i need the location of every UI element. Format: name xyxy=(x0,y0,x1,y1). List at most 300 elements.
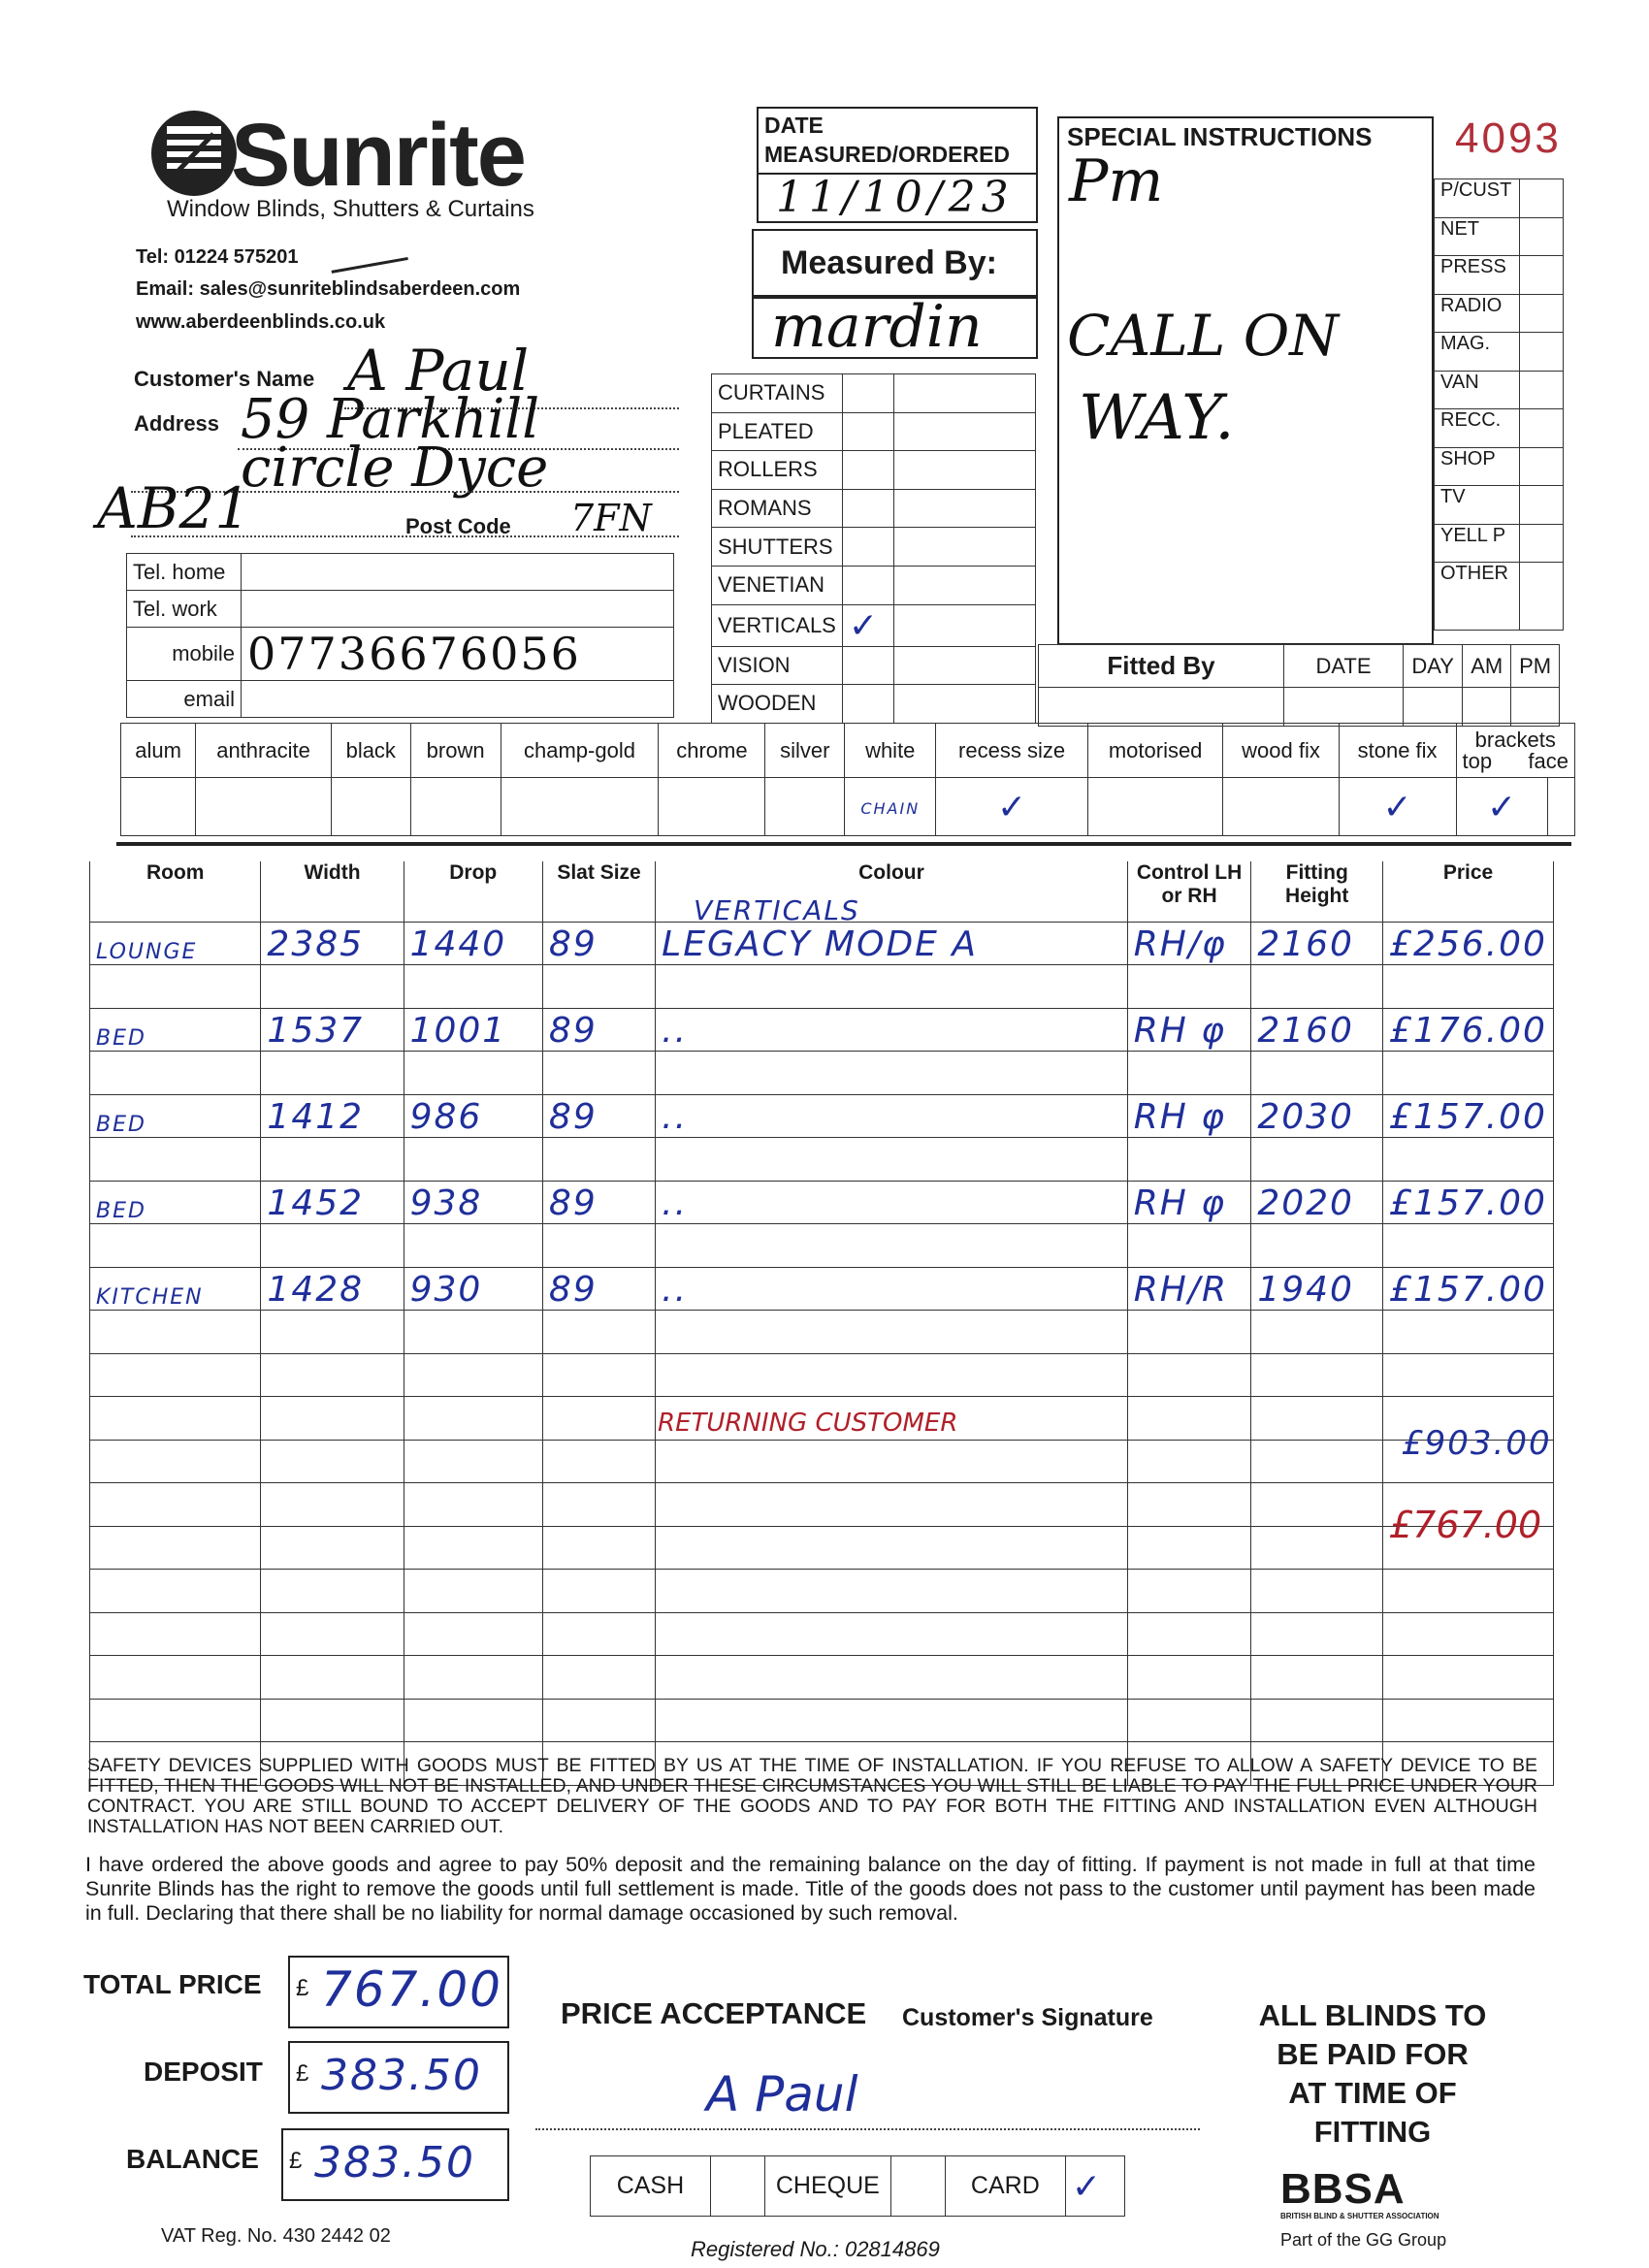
payment-notice xyxy=(1251,1996,1494,2152)
date-label-2: MEASURED/ORDERED xyxy=(764,142,1011,167)
brand-name: Sunrite xyxy=(231,106,525,205)
order-cell-slat[interactable]: 89 xyxy=(542,1008,655,1052)
source-row xyxy=(1435,333,1564,372)
postcode-prefix: AB21 xyxy=(97,475,251,541)
order-cell-colour[interactable] xyxy=(656,1699,1128,1742)
option-label: stone fix xyxy=(1339,724,1456,778)
balance-box xyxy=(281,2128,509,2201)
company-tel: Tel: 01224 575201 xyxy=(136,246,299,268)
payment-method-checkbox[interactable] xyxy=(710,2156,764,2217)
order-cell-height[interactable] xyxy=(1251,1656,1383,1700)
order-cell-price[interactable] xyxy=(1383,1052,1554,1095)
checkmark-icon: ✓ xyxy=(1071,2165,1102,2206)
order-cell-drop[interactable] xyxy=(404,1440,542,1483)
table-row xyxy=(90,1181,1554,1224)
contact-value[interactable] xyxy=(242,591,674,628)
order-cell-width[interactable]: 1428 xyxy=(261,1267,404,1311)
order-cell-height[interactable] xyxy=(1251,1138,1383,1182)
brackets-top-label: top xyxy=(1462,748,1493,773)
order-cell-height[interactable] xyxy=(1251,1612,1383,1656)
fitted-by-value[interactable] xyxy=(1039,688,1284,727)
order-cell-slat[interactable] xyxy=(542,1526,655,1570)
order-cell-slat[interactable] xyxy=(542,1138,655,1182)
option-checkbox[interactable] xyxy=(121,778,196,836)
date-box xyxy=(757,107,1038,223)
order-cell-colour[interactable]: .. xyxy=(656,1267,1128,1311)
product-note[interactable] xyxy=(893,566,1035,604)
source-row xyxy=(1435,524,1564,563)
order-cell-room[interactable] xyxy=(90,1656,261,1700)
order-cell-colour[interactable]: .. xyxy=(656,1181,1128,1224)
white-chain-note: CHAIN xyxy=(860,798,921,818)
order-cell-price[interactable] xyxy=(1383,1138,1554,1182)
product-checklist xyxy=(711,373,1036,724)
source-label: MAG. xyxy=(1435,333,1520,372)
source-checkbox[interactable] xyxy=(1520,486,1564,525)
order-cell-drop[interactable] xyxy=(404,1224,542,1268)
company-web: www.aberdeenblinds.co.uk xyxy=(136,311,386,333)
order-cell-drop[interactable]: 986 xyxy=(404,1094,542,1138)
order-cell-control[interactable] xyxy=(1127,1612,1251,1656)
order-cell-width[interactable] xyxy=(261,1397,404,1441)
option-checkbox[interactable] xyxy=(765,778,845,836)
fitted-pm-label: PM xyxy=(1511,645,1560,688)
order-cell-width[interactable] xyxy=(261,1526,404,1570)
checkmark-icon: ✓ xyxy=(848,604,879,645)
order-cell-width[interactable] xyxy=(261,1311,404,1354)
order-cell-drop[interactable] xyxy=(404,1483,542,1527)
checkmark-icon: ✓ xyxy=(996,786,1027,826)
order-cell-price[interactable] xyxy=(1383,1656,1554,1700)
order-cell-colour[interactable]: .. xyxy=(656,1094,1128,1138)
order-cell-drop[interactable] xyxy=(404,1699,542,1742)
signature-line xyxy=(535,2128,1200,2130)
option-checkbox[interactable] xyxy=(331,778,410,836)
order-cell-room[interactable] xyxy=(90,1570,261,1613)
order-cell-control[interactable]: RH/R xyxy=(1127,1267,1251,1311)
order-cell-price[interactable] xyxy=(1383,1612,1554,1656)
order-cell-colour[interactable]: LEGACY MODE A xyxy=(656,922,1128,965)
order-cell-slat[interactable]: 89 xyxy=(542,1094,655,1138)
order-cell-colour[interactable] xyxy=(656,965,1128,1009)
order-cell-slat[interactable] xyxy=(542,1353,655,1397)
order-cell-width[interactable] xyxy=(261,1440,404,1483)
deposit-currency: £ xyxy=(296,2060,309,2087)
bbsa-part: Part of the GG Group xyxy=(1280,2230,1447,2250)
contact-value[interactable] xyxy=(242,554,674,591)
option-label: black xyxy=(331,724,410,778)
option-checkbox[interactable] xyxy=(659,778,765,836)
product-label: VENETIAN xyxy=(712,566,843,604)
order-cell-slat[interactable]: 89 xyxy=(542,922,655,965)
source-row xyxy=(1435,256,1564,295)
option-checkbox[interactable] xyxy=(196,778,332,836)
order-cell-colour[interactable]: .. xyxy=(656,1008,1128,1052)
order-cell-height[interactable] xyxy=(1251,1052,1383,1095)
product-checkbox[interactable] xyxy=(842,685,893,724)
product-label: WOODEN xyxy=(712,685,843,724)
order-cell-room[interactable] xyxy=(90,1526,261,1570)
order-cell-height[interactable] xyxy=(1251,1224,1383,1268)
checkmark-icon: ✓ xyxy=(1382,786,1412,826)
form-number: 4093 xyxy=(1455,114,1562,162)
fitted-date-value[interactable] xyxy=(1284,688,1404,727)
order-cell-control[interactable] xyxy=(1127,1224,1251,1268)
order-cell-room[interactable]: BED xyxy=(90,1181,261,1224)
source-label: TV xyxy=(1435,486,1520,525)
product-row xyxy=(712,685,1036,724)
product-label: VERTICALS xyxy=(712,604,843,646)
fitted-am-value[interactable] xyxy=(1463,688,1511,727)
order-cell-drop[interactable]: 1001 xyxy=(404,1008,542,1052)
order-cell-room[interactable]: BED xyxy=(90,1008,261,1052)
source-checkbox[interactable] xyxy=(1520,294,1564,333)
source-label: YELL P xyxy=(1435,524,1520,563)
price-acceptance-label: PRICE ACCEPTANCE xyxy=(561,1996,867,2030)
contact-value[interactable]: 07736676056 xyxy=(242,628,674,681)
product-checkbox[interactable] xyxy=(842,412,893,451)
payment-methods xyxy=(590,2155,1125,2217)
order-cell-height[interactable] xyxy=(1251,1397,1383,1441)
order-cell-control[interactable] xyxy=(1127,1138,1251,1182)
order-cell-control[interactable] xyxy=(1127,1353,1251,1397)
order-cell-room[interactable]: BED xyxy=(90,1094,261,1138)
order-cell-slat[interactable] xyxy=(542,1656,655,1700)
deposit-box xyxy=(288,2041,509,2114)
table-row xyxy=(90,1008,1554,1052)
order-cell-control[interactable] xyxy=(1127,1526,1251,1570)
contact-table xyxy=(126,553,674,718)
source-label: NET xyxy=(1435,217,1520,256)
order-cell-room[interactable]: LOUNGE xyxy=(90,922,261,965)
order-cell-drop[interactable] xyxy=(404,1397,542,1441)
option-checkbox[interactable] xyxy=(1223,778,1339,836)
order-cell-colour[interactable] xyxy=(656,1656,1128,1700)
payment-method-checkbox[interactable] xyxy=(891,2156,946,2217)
fitted-pm-value[interactable] xyxy=(1511,688,1560,727)
source-checkbox[interactable] xyxy=(1520,447,1564,486)
option-label: brown xyxy=(410,724,501,778)
order-cell-control[interactable] xyxy=(1127,1397,1251,1441)
order-cell-control[interactable] xyxy=(1127,1483,1251,1527)
order-cell-slat[interactable]: 89 xyxy=(542,1267,655,1311)
order-cell-drop[interactable] xyxy=(404,1526,542,1570)
order-cell-price[interactable]: £256.00 xyxy=(1383,922,1554,965)
product-label: ROLLERS xyxy=(712,451,843,490)
order-cell-slat[interactable]: 89 xyxy=(542,1181,655,1224)
product-note[interactable] xyxy=(893,528,1035,567)
order-cell-drop[interactable] xyxy=(404,1138,542,1182)
product-note[interactable] xyxy=(893,646,1035,685)
option-label: silver xyxy=(765,724,845,778)
order-cell-slat[interactable] xyxy=(542,1699,655,1742)
order-cell-price[interactable]: £157.00 xyxy=(1383,1094,1554,1138)
order-cell-colour[interactable] xyxy=(656,1224,1128,1268)
order-cell-width[interactable]: 1412 xyxy=(261,1094,404,1138)
product-note[interactable] xyxy=(893,412,1035,451)
option-checkbox[interactable] xyxy=(501,778,659,836)
product-note[interactable] xyxy=(893,604,1035,646)
order-cell-slat[interactable] xyxy=(542,965,655,1009)
order-cell-height[interactable]: 1940 xyxy=(1251,1267,1383,1311)
source-checkbox[interactable] xyxy=(1520,524,1564,563)
product-checkbox[interactable] xyxy=(842,528,893,567)
brackets-face-label: face xyxy=(1528,748,1568,773)
order-cell-room[interactable] xyxy=(90,965,261,1009)
bbsa-mark: BBSA xyxy=(1280,2165,1406,2213)
total-price-label: TOTAL PRICE xyxy=(83,1969,262,1999)
order-cell-width[interactable]: 1452 xyxy=(261,1181,404,1224)
product-row xyxy=(712,489,1036,528)
registered-number: Registered No.: 02814869 xyxy=(691,2237,940,2261)
discounted-total: £767.00 xyxy=(1389,1504,1542,1546)
order-cell-height[interactable] xyxy=(1251,1353,1383,1397)
order-cell-slat[interactable] xyxy=(542,1570,655,1613)
order-cell-price[interactable]: £157.00 xyxy=(1383,1181,1554,1224)
option-checkbox[interactable] xyxy=(1456,778,1547,836)
order-cell-price[interactable] xyxy=(1383,1699,1554,1742)
order-cell-room[interactable] xyxy=(90,1440,261,1483)
product-note[interactable] xyxy=(893,685,1035,724)
product-checkbox[interactable] xyxy=(842,374,893,413)
order-cell-price[interactable] xyxy=(1383,1224,1554,1268)
order-cell-colour[interactable] xyxy=(656,1483,1128,1527)
fitted-day-value[interactable] xyxy=(1404,688,1463,727)
measured-by-value-box xyxy=(752,293,1038,361)
source-checkbox[interactable] xyxy=(1520,256,1564,295)
order-cell-width[interactable] xyxy=(261,1570,404,1613)
order-cell-slat[interactable] xyxy=(542,1311,655,1354)
subtotal-value: £903.00 xyxy=(1402,1424,1552,1463)
order-cell-height[interactable] xyxy=(1251,1526,1383,1570)
order-cell-colour[interactable] xyxy=(656,1311,1128,1354)
options-table xyxy=(120,723,1575,836)
product-label: SHUTTERS xyxy=(712,528,843,567)
contact-value[interactable] xyxy=(242,681,674,718)
order-cell-drop[interactable] xyxy=(404,1311,542,1354)
order-cell-slat[interactable] xyxy=(542,1397,655,1441)
product-checkbox[interactable] xyxy=(842,566,893,604)
date-value: 11/10/23 xyxy=(776,173,1015,222)
product-row xyxy=(712,604,1036,646)
order-cell-room[interactable] xyxy=(90,1353,261,1397)
product-checkbox[interactable] xyxy=(842,451,893,490)
option-checkbox[interactable] xyxy=(845,778,936,836)
product-checkbox[interactable] xyxy=(842,604,893,646)
table-row xyxy=(90,1699,1554,1742)
product-checkbox[interactable] xyxy=(842,646,893,685)
special-instructions-line1: Pm xyxy=(1069,147,1164,215)
order-cell-colour[interactable] xyxy=(656,1138,1128,1182)
contact-label: email xyxy=(127,681,242,718)
total-price-box xyxy=(288,1956,509,2028)
customer-name-value: A Paul xyxy=(347,338,530,404)
order-cell-room[interactable] xyxy=(90,1052,261,1095)
order-cell-price[interactable]: £176.00 xyxy=(1383,1008,1554,1052)
option-checkbox[interactable] xyxy=(1087,778,1223,836)
order-cell-width[interactable] xyxy=(261,1612,404,1656)
order-cell-width[interactable] xyxy=(261,1052,404,1095)
total-currency: £ xyxy=(296,1975,309,2001)
table-row xyxy=(90,1224,1554,1268)
order-cell-width[interactable] xyxy=(261,1483,404,1527)
order-cell-colour[interactable] xyxy=(656,1353,1128,1397)
order-cell-price[interactable]: £157.00 xyxy=(1383,1267,1554,1311)
contact-label: mobile xyxy=(127,628,242,681)
fitted-by-table xyxy=(1038,644,1560,727)
order-cell-drop[interactable]: 938 xyxy=(404,1181,542,1224)
source-row xyxy=(1435,294,1564,333)
order-cell-colour[interactable] xyxy=(656,1612,1128,1656)
source-checkbox[interactable] xyxy=(1520,333,1564,372)
company-logo xyxy=(146,105,242,207)
order-cell-width[interactable] xyxy=(261,1656,404,1700)
product-note[interactable] xyxy=(893,451,1035,490)
colour-note: VERTICALS xyxy=(694,894,860,926)
contact-label: Tel. work xyxy=(127,591,242,628)
source-row xyxy=(1435,371,1564,409)
bbsa-sub: BRITISH BLIND & SHUTTER ASSOCIATION xyxy=(1280,2212,1439,2220)
product-note[interactable] xyxy=(893,489,1035,528)
order-cell-colour[interactable] xyxy=(656,1440,1128,1483)
product-note[interactable] xyxy=(893,374,1035,413)
order-cell-room[interactable] xyxy=(90,1224,261,1268)
deposit-label: DEPOSIT xyxy=(144,2057,263,2087)
order-cell-drop[interactable] xyxy=(404,1656,542,1700)
payment-method-checkbox[interactable] xyxy=(1065,2156,1124,2217)
order-cell-width[interactable] xyxy=(261,1138,404,1182)
product-row xyxy=(712,451,1036,490)
order-cell-width[interactable] xyxy=(261,1699,404,1742)
order-cell-drop[interactable] xyxy=(404,1353,542,1397)
order-cell-drop[interactable]: 930 xyxy=(404,1267,542,1311)
notice-line3: AT TIME OF xyxy=(1288,2076,1457,2110)
safety-notice: SAFETY DEVICES SUPPLIED WITH GOODS MUST BE FITTED BY US AT THE TIME OF INSTALLATION. IF YOU REFUSE TO ALLOW A SAFETY DEVICE TO BE FITTED, THEN THE GOODS WILL NOT BE INSTALLED, AND UNDER THESE CIRCUMSTANCES YOU WILL STILL BE LIABLE TO PAY THE FULL PRICE UNDER YOUR CONTRACT. YOU ARE STILL BOUND TO ACCEPT DELIVERY OF THE GOODS AND TO PAY FOR BOTH THE FITTING AND INSTALLATION EVEN ALTHOUGH INSTALLATION HAS NOT BEEN CARRIED OUT. xyxy=(87,1755,1537,1837)
order-cell-price[interactable] xyxy=(1383,1311,1554,1354)
option-checkbox[interactable] xyxy=(936,778,1088,836)
order-table xyxy=(89,861,1554,1786)
source-row xyxy=(1435,563,1564,631)
order-cell-height[interactable]: 2020 xyxy=(1251,1181,1383,1224)
order-cell-slat[interactable] xyxy=(542,1483,655,1527)
order-cell-width[interactable]: 1537 xyxy=(261,1008,404,1052)
table-row xyxy=(90,1094,1554,1138)
order-cell-control[interactable]: RH φ xyxy=(1127,1094,1251,1138)
table-row xyxy=(90,1612,1554,1656)
option-label: alum xyxy=(121,724,196,778)
order-cell-price[interactable] xyxy=(1383,1353,1554,1397)
order-cell-control[interactable]: RH φ xyxy=(1127,1008,1251,1052)
order-cell-slat[interactable] xyxy=(542,1052,655,1095)
order-header: Width xyxy=(261,861,404,922)
source-checkbox[interactable] xyxy=(1520,371,1564,409)
order-cell-height[interactable] xyxy=(1251,1483,1383,1527)
order-cell-room[interactable] xyxy=(90,1138,261,1182)
source-checkbox[interactable] xyxy=(1520,179,1564,218)
order-cell-control[interactable] xyxy=(1127,1052,1251,1095)
order-cell-room[interactable]: KITCHEN xyxy=(90,1267,261,1311)
order-cell-width[interactable] xyxy=(261,1224,404,1268)
order-cell-slat[interactable] xyxy=(542,1224,655,1268)
source-checklist xyxy=(1434,178,1564,631)
order-cell-colour[interactable] xyxy=(656,1570,1128,1613)
postcode-label: Post Code xyxy=(405,514,511,538)
source-label: OTHER xyxy=(1435,563,1520,631)
special-instructions-line3: WAY. xyxy=(1079,382,1235,454)
order-cell-drop[interactable] xyxy=(404,1570,542,1613)
date-label-1: DATE xyxy=(764,113,824,138)
order-cell-colour[interactable] xyxy=(656,1526,1128,1570)
option-checkbox[interactable] xyxy=(1339,778,1456,836)
order-cell-control[interactable] xyxy=(1127,1570,1251,1613)
order-cell-width[interactable] xyxy=(261,1353,404,1397)
order-cell-control[interactable] xyxy=(1127,1311,1251,1354)
order-cell-room[interactable] xyxy=(90,1483,261,1527)
order-cell-price[interactable] xyxy=(1383,1570,1554,1613)
order-cell-height[interactable]: 2160 xyxy=(1251,922,1383,965)
source-checkbox[interactable] xyxy=(1520,563,1564,631)
order-cell-control[interactable] xyxy=(1127,1699,1251,1742)
bbsa-logo xyxy=(1280,2167,1504,2251)
source-checkbox[interactable] xyxy=(1520,217,1564,256)
product-checkbox[interactable] xyxy=(842,489,893,528)
fitted-date-label: DATE xyxy=(1284,645,1404,688)
source-checkbox[interactable] xyxy=(1520,409,1564,448)
order-cell-room[interactable] xyxy=(90,1699,261,1742)
order-cell-colour[interactable] xyxy=(656,1052,1128,1095)
order-cell-drop[interactable]: 1440 xyxy=(404,922,542,965)
order-cell-control[interactable] xyxy=(1127,1440,1251,1483)
deposit-value: 383.50 xyxy=(321,2051,482,2100)
order-cell-control[interactable] xyxy=(1127,1656,1251,1700)
order-cell-price[interactable] xyxy=(1383,965,1554,1009)
source-row xyxy=(1435,179,1564,218)
order-cell-height[interactable] xyxy=(1251,1311,1383,1354)
company-email: Email: sales@sunriteblindsaberdeen.com xyxy=(136,278,521,300)
table-row xyxy=(90,1138,1554,1182)
order-cell-height[interactable] xyxy=(1251,965,1383,1009)
order-cell-height[interactable] xyxy=(1251,1570,1383,1613)
order-cell-width[interactable] xyxy=(261,965,404,1009)
order-cell-control[interactable] xyxy=(1127,965,1251,1009)
notice-line2: BE PAID FOR xyxy=(1277,2037,1469,2071)
order-cell-width[interactable]: 2385 xyxy=(261,922,404,965)
order-cell-height[interactable] xyxy=(1251,1440,1383,1483)
order-cell-drop[interactable] xyxy=(404,965,542,1009)
special-instructions-label: SPECIAL INSTRUCTIONS xyxy=(1067,122,1373,151)
order-cell-drop[interactable] xyxy=(404,1052,542,1095)
order-cell-drop[interactable] xyxy=(404,1612,542,1656)
payment-method-label: CHEQUE xyxy=(764,2156,891,2217)
order-cell-control[interactable]: RH φ xyxy=(1127,1181,1251,1224)
option-checkbox[interactable] xyxy=(1547,778,1574,836)
order-cell-room[interactable] xyxy=(90,1311,261,1354)
order-cell-height[interactable]: 2160 xyxy=(1251,1008,1383,1052)
source-label: SHOP xyxy=(1435,447,1520,486)
order-header: Fitting Height xyxy=(1251,861,1383,922)
order-cell-room[interactable] xyxy=(90,1397,261,1441)
order-cell-slat[interactable] xyxy=(542,1612,655,1656)
order-cell-slat[interactable] xyxy=(542,1440,655,1483)
option-checkbox[interactable] xyxy=(410,778,501,836)
measured-by-value: mardin xyxy=(771,293,983,361)
order-cell-height[interactable] xyxy=(1251,1699,1383,1742)
option-label: chrome xyxy=(659,724,765,778)
order-cell-room[interactable] xyxy=(90,1612,261,1656)
order-cell-height[interactable]: 2030 xyxy=(1251,1094,1383,1138)
product-row xyxy=(712,412,1036,451)
order-cell-control[interactable]: RH/φ xyxy=(1127,922,1251,965)
